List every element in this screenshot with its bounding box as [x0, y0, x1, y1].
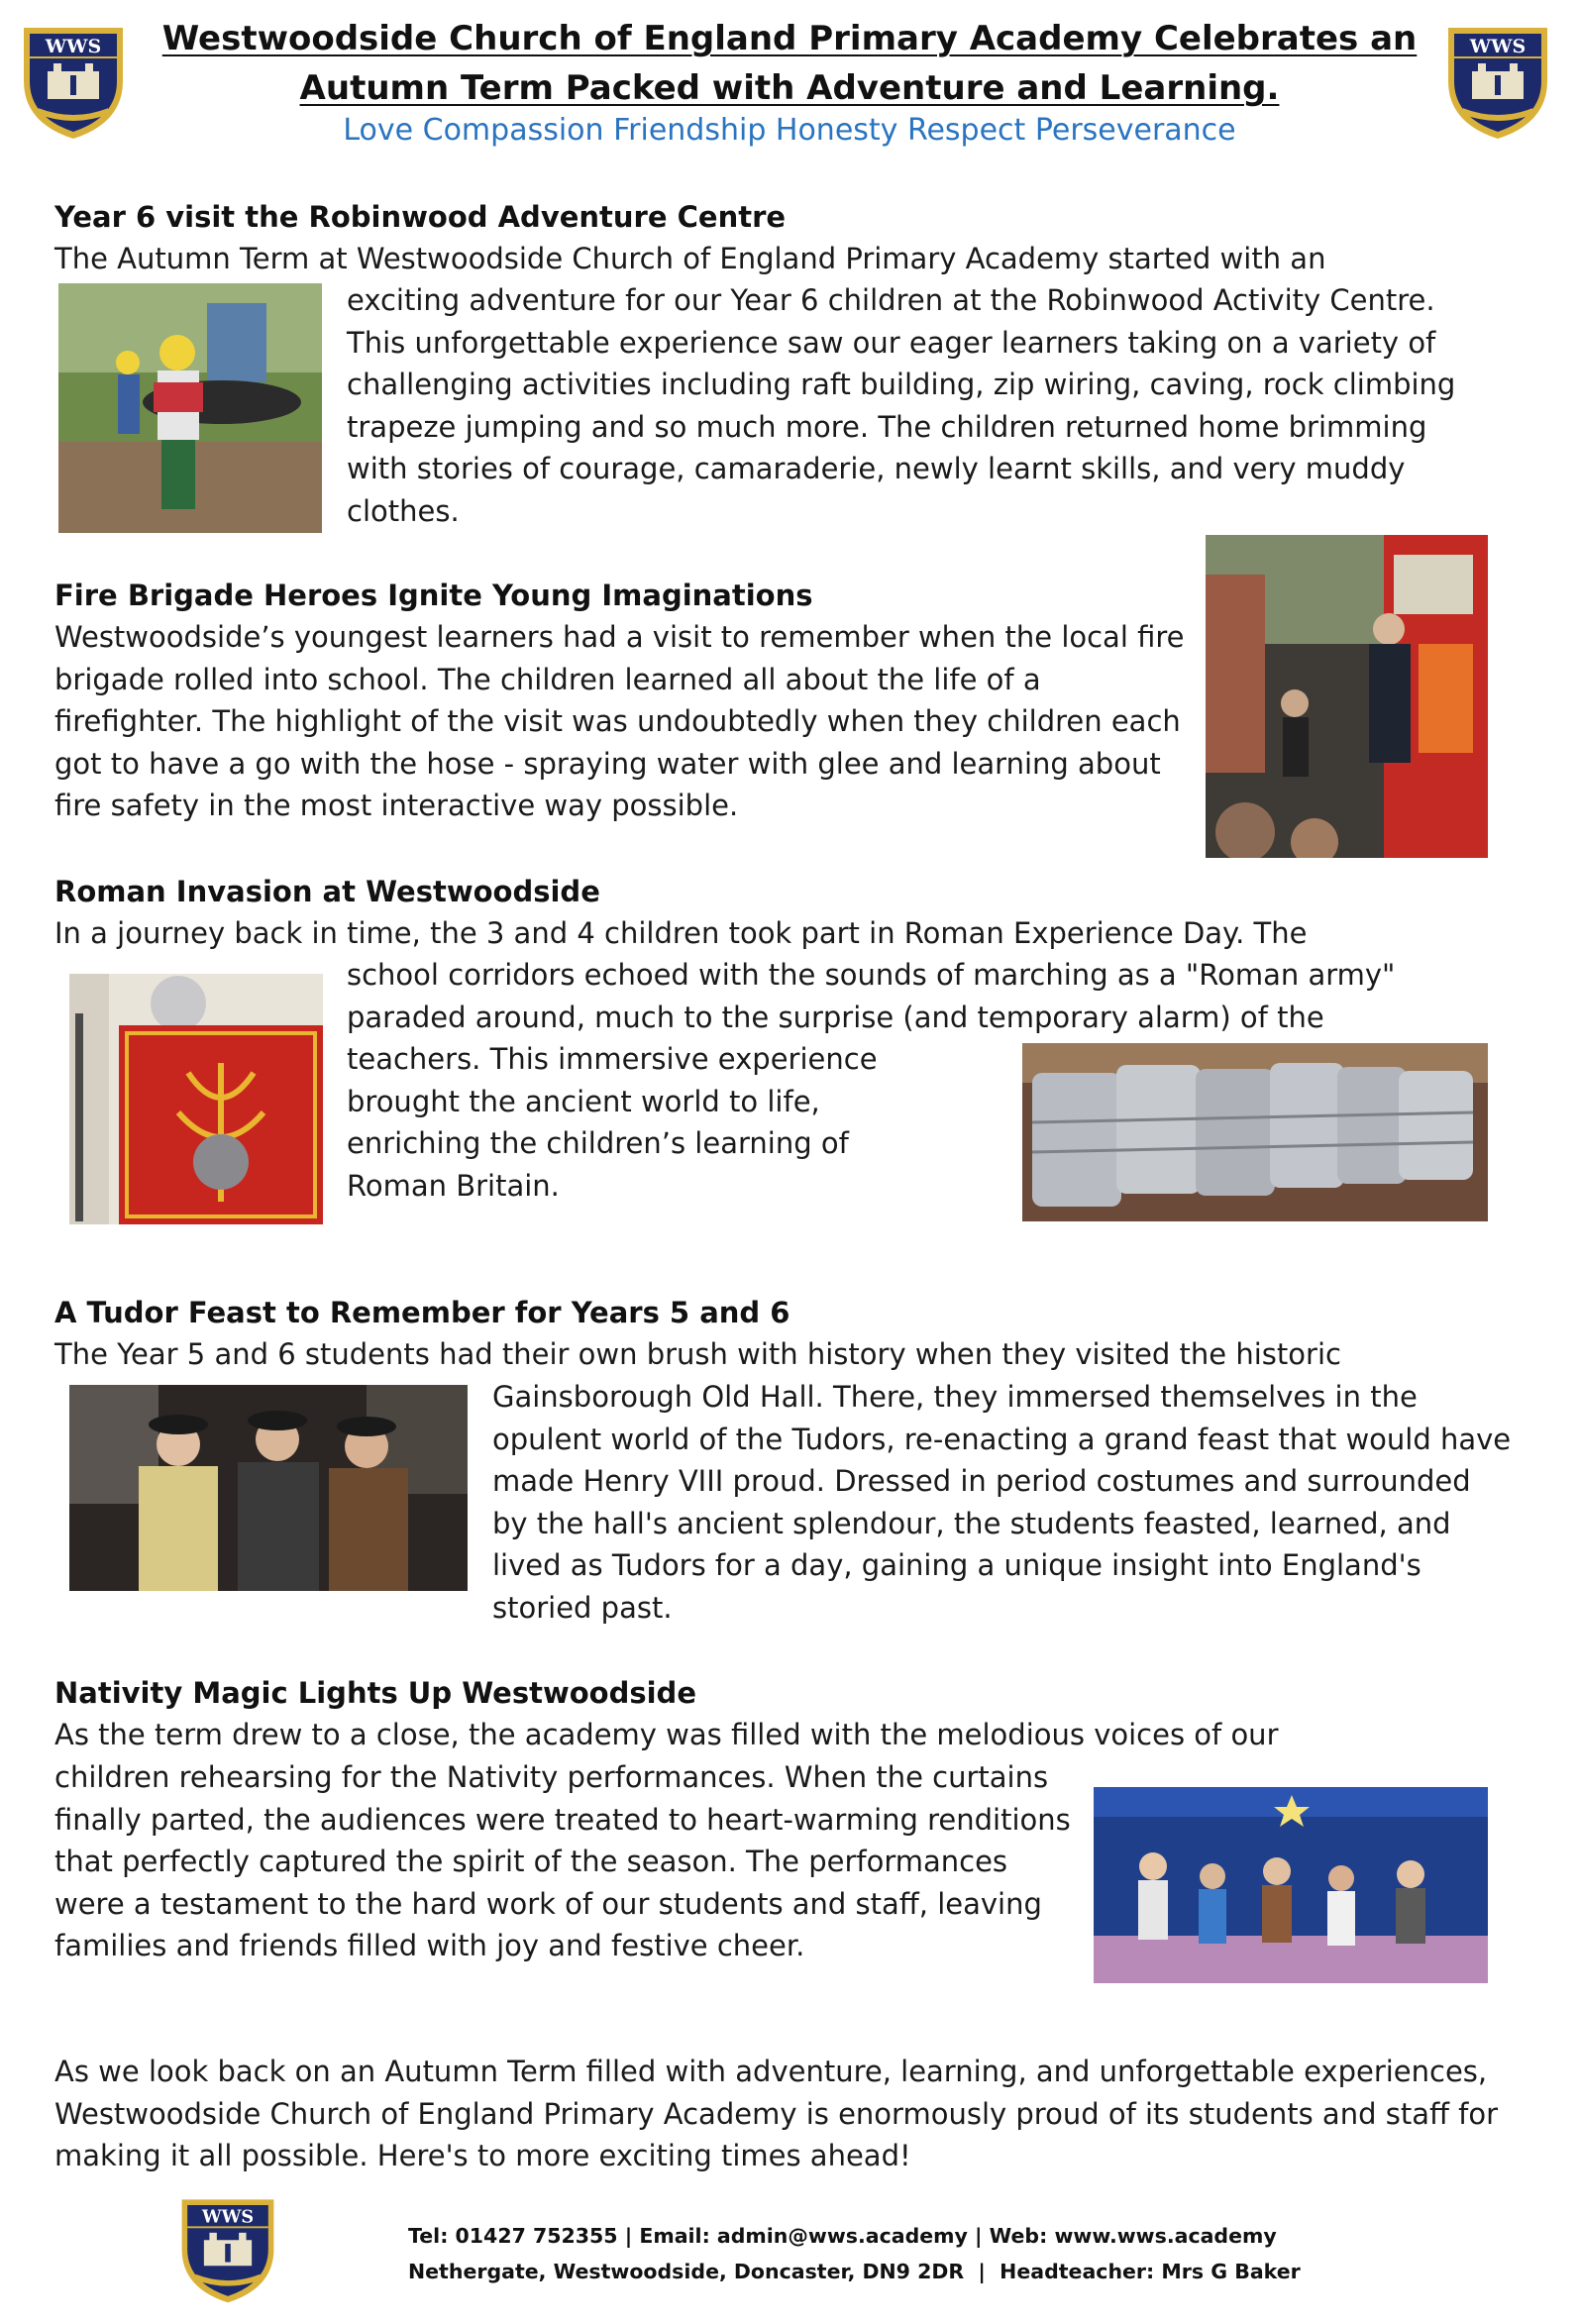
section-body-roman-a: school corridors echoed with the sounds of marching as a "Roman army" paraded around, much to the surprise (and temporary alarm) of the — [347, 958, 1396, 1034]
svg-text:WWS: WWS — [201, 2206, 255, 2228]
crest-shield-icon — [176, 2192, 279, 2307]
section-body-nativity: children rehearsing for the Nativity performances. When the curtains finally parted, the audiences were treated to heart-warming renditions that perfectly captured the spirit of the season. The performances were a testament to the hard work of our students and staff, leaving families and friends filled with joy and festive cheer. — [54, 1760, 1071, 1962]
closing-paragraph: As we look back on an Autumn Term filled with adventure, learning, and unforgettable experiences, Westwoodside Church of England Primary Academy is enormously proud of its students and staff for making it all possible. Here's to more exciting times ahead! — [54, 2055, 1499, 2172]
section-heading-robinwood: Year 6 visit the Robinwood Adventure Centre — [54, 200, 787, 234]
section-heading-tudor: A Tudor Feast to Remember for Years 5 and 6 — [54, 1296, 790, 1329]
photo-tudor-costumes — [69, 1385, 468, 1591]
footer-address: Nethergate, Westwoodside, Doncaster, DN9 2DR | Headteacher: Mrs G Baker — [408, 2260, 1301, 2283]
section-heading-fire: Fire Brigade Heroes Ignite Young Imaginations — [54, 579, 813, 612]
svg-text:WWS: WWS — [1469, 36, 1526, 57]
section-intro-robinwood: The Autumn Term at Westwoodside Church of England Primary Academy started with an — [54, 242, 1326, 275]
section-intro-roman: In a journey back in time, the 3 and 4 children took part in Roman Experience Day. The — [54, 916, 1308, 950]
school-motto: Love Compassion Friendship Honesty Respect Perseverance — [343, 113, 1236, 148]
photo-roman-armour — [1022, 1043, 1488, 1221]
section-intro-tudor: The Year 5 and 6 students had their own brush with history when they visited the historic — [54, 1337, 1341, 1371]
crest-shield-icon — [18, 20, 129, 144]
section-body-robinwood: exciting adventure for our Year 6 children at the Robinwood Activity Centre. This unforgettable experience saw our eager learners taking on a variety of challenging activities including raft building, zip wiring, caving, rock climbing trapeze jumping and so much more. The children returned home brimming with stories of courage, camaraderie, newly learnt skills, and very muddy clothes. — [347, 283, 1456, 528]
school-crest-left — [18, 20, 129, 144]
section-heading-nativity: Nativity Magic Lights Up Westwoodside — [54, 1676, 696, 1710]
school-crest-footer — [176, 2192, 279, 2307]
photo-roman-shield — [69, 974, 323, 1224]
section-intro-nativity: As the term drew to a close, the academy was filled with the melodious voices of our — [54, 1718, 1279, 1751]
section-body-fire: Westwoodside’s youngest learners had a visit to remember when the local fire brigade rolled into school. The children learned all about the life of a firefighter. The highlight of the visit was undoubtedly when they children each got to have a go with the hose - spraying water with glee and learning about fire safety in the most interactive way possible. — [54, 620, 1185, 822]
section-heading-roman: Roman Invasion at Westwoodside — [54, 875, 600, 908]
photo-nativity-play — [1094, 1787, 1488, 1983]
footer-contact: Tel: 01427 752355 | Email: admin@wws.academy | Web: www.wws.academy — [408, 2224, 1277, 2248]
photo-robinwood-climbing — [58, 283, 322, 533]
svg-text:WWS: WWS — [45, 36, 102, 57]
school-crest-right — [1442, 20, 1553, 144]
page-title: Westwoodside Church of England Primary Academy Celebrates an Autumn Term Packed with Adventure and Learning. — [161, 19, 1418, 108]
crest-shield-icon — [1442, 20, 1553, 144]
section-body-roman-b: teachers. This immersive experience brought the ancient world to life, enriching the children’s learning of Roman Britain. — [347, 1042, 878, 1203]
photo-fire-brigade — [1206, 535, 1488, 858]
section-body-tudor: Gainsborough Old Hall. There, they immersed themselves in the opulent world of the Tudors, re-enacting a grand feast that would have made Henry VIII proud. Dressed in period costumes and surrounded by the hall's ancient splendour, the students feasted, learned, and lived as Tudors for a day, gaining a unique insight into England's storied past. — [492, 1380, 1512, 1625]
